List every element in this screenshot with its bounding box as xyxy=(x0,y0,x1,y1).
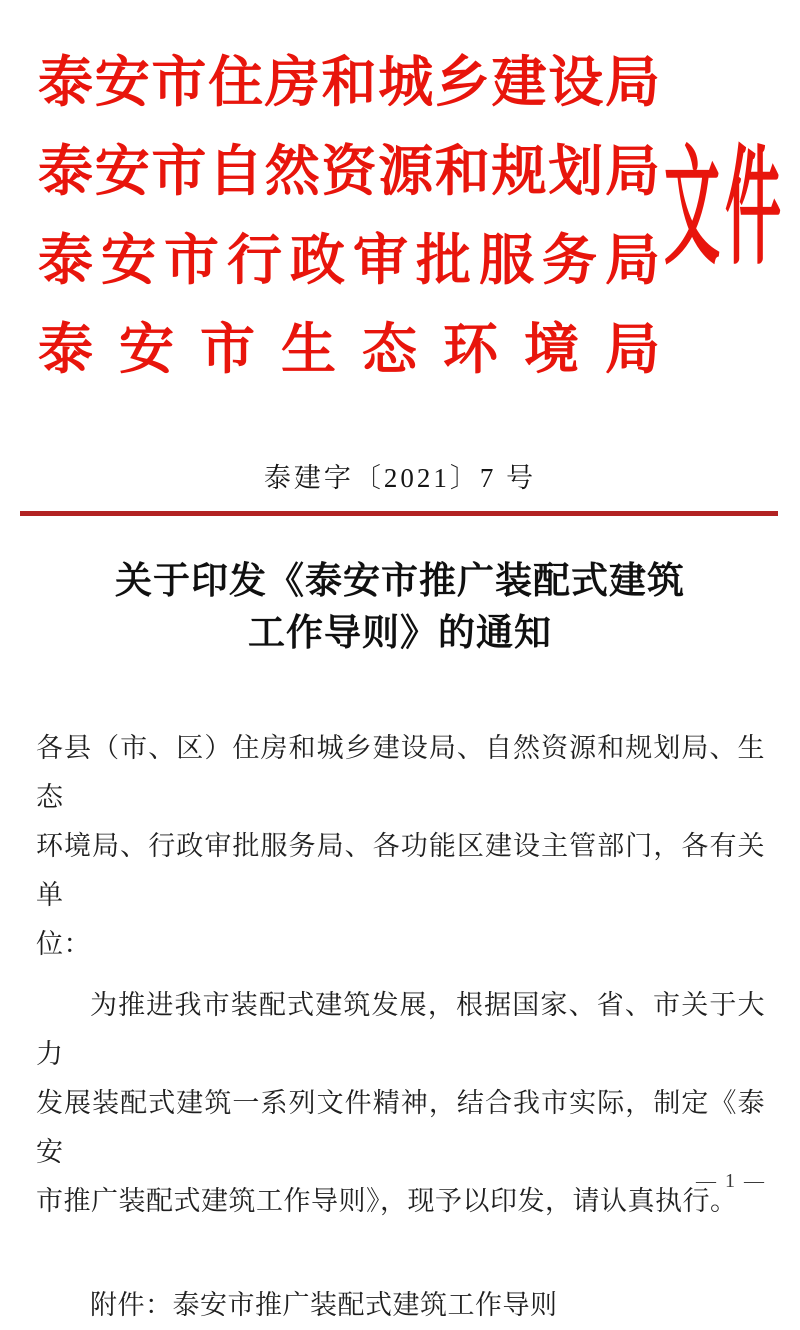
agency-name-2: 泰安市自然资源和规划局 xyxy=(38,141,660,202)
doc-type-label: 文件 xyxy=(664,139,786,282)
intro-line-1: 为推进我市装配式建筑发展，根据国家、省、市关于大力 xyxy=(36,990,765,1069)
recipients-paragraph xyxy=(36,724,765,969)
intro-paragraph xyxy=(36,981,765,1226)
recipients-line-2: 环境局、行政审批服务局、各功能区建设主管部门，各有关单 xyxy=(36,831,765,910)
page-number: — 1 — xyxy=(696,1170,766,1192)
agency-name-4: 泰安市生态环境局 xyxy=(38,319,660,380)
agency-name-3: 泰安市行政审批服务局 xyxy=(38,230,660,291)
recipients-line-1: 各县（市、区）住房和城乡建设局、自然资源和规划局、生态 xyxy=(36,733,765,812)
intro-line-2: 发展装配式建筑一系列文件精神，结合我市实际，制定《泰安 xyxy=(36,1088,765,1167)
document-title-line-1: 关于印发《泰安市推广装配式建筑 xyxy=(115,561,685,602)
document-body xyxy=(36,724,765,1330)
red-divider-line xyxy=(20,511,778,516)
doc-number: 泰建字〔2021〕7 号 xyxy=(263,463,537,493)
intro-line-3: 市推广装配式建筑工作导则》，现予以印发，请认真执行。 xyxy=(36,1186,738,1216)
letterhead-agency-list xyxy=(38,38,660,394)
attachment-line: 附件：泰安市推广装配式建筑工作导则 xyxy=(90,1290,558,1320)
document-title-line-2: 工作导则》的通知 xyxy=(248,613,552,654)
recipients-line-3: 位： xyxy=(36,929,91,959)
agency-name-1: 泰安市住房和城乡建设局 xyxy=(38,52,660,113)
document-title xyxy=(0,556,800,660)
